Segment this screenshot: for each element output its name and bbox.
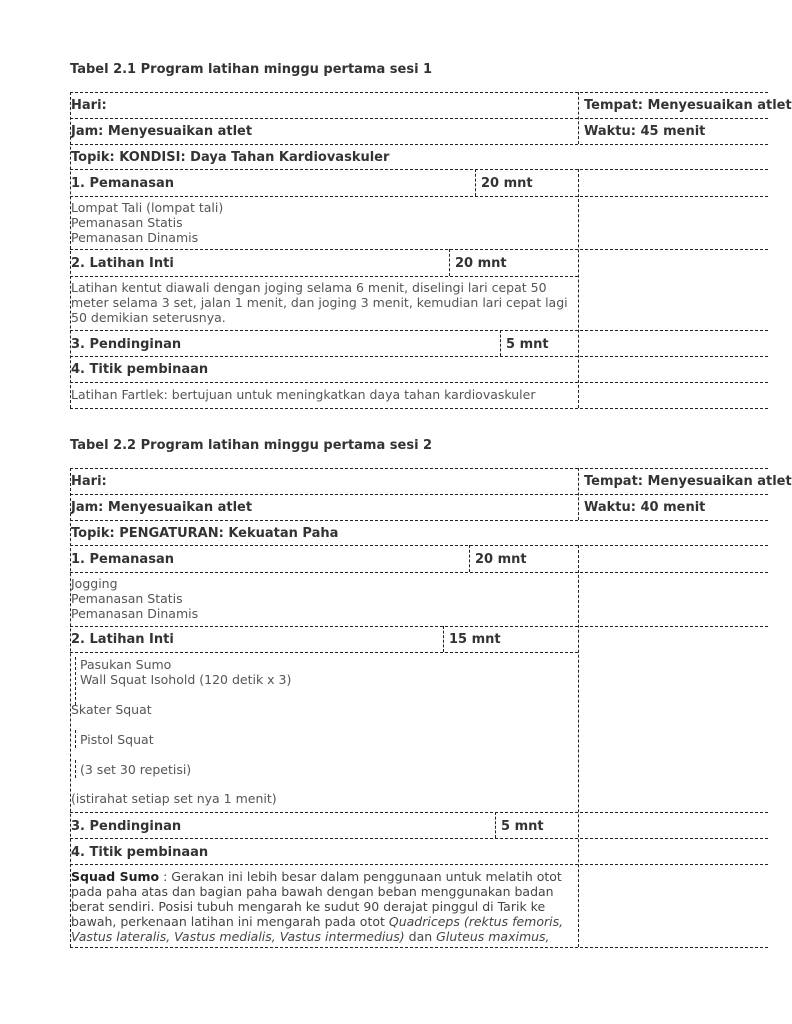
pendinginan-time: 5 mnt [506,337,549,352]
pemanasan-item: Lompat Tali (lompat tali) [71,200,224,215]
latihan-inti-item: (istirahat setiap set nya 1 menit) [71,791,277,806]
table1-border [578,92,579,144]
table1-border [70,92,71,408]
table2-border [70,838,768,839]
pemanasan-label: 1. Pemanasan [71,176,174,191]
pemanasan-item: Pemanasan Statis [71,591,183,606]
table2-border [578,468,579,520]
pemanasan-item: Pemanasan Dinamis [71,606,199,621]
table2-title: Tabel 2.2 Program latihan minggu pertama sesi 2 [70,438,433,453]
tempat-label: Tempat: Menyesuaikan atlet [584,98,792,113]
jam-label: Jam: Menyesuaikan atlet [71,500,253,515]
latihan-inti-item: Wall Squat Isohold (120 detik x 3) [80,672,292,687]
table2-border [70,864,768,865]
table1-border [70,276,578,277]
pemanasan-item: Jogging [71,576,118,591]
table1-border [70,118,768,119]
squad-sumo-muscles: Quadriceps (rektus femoris, Vastus lateralis, Vastus medialis, Vastus intermedius) [71,914,564,944]
latihan-inti-item: (3 set 30 repetisi) [80,762,192,777]
table2-border [469,545,470,572]
titik-pembinaan-text: Latihan Fartlek: bertujuan untuk meningkatkan daya tahan kardiovaskuler [71,387,536,402]
pemanasan-label: 1. Pemanasan [71,552,174,567]
latihan-inti-label: 2. Latihan Inti [71,256,174,271]
table2-border [70,812,768,813]
table1-border [70,356,768,357]
pemanasan-item: Pemanasan Dinamis [71,230,199,245]
table2-border [495,812,496,838]
squad-sumo-term: Squad Sumo [71,869,160,884]
squad-sumo-paragraph [71,869,571,944]
table2-border [70,468,768,469]
table2-border [75,730,76,748]
waktu-label: Waktu: 45 menit [584,124,706,139]
table1-border [70,196,768,197]
tempat-label: Tempat: Menyesuaikan atlet [584,474,792,489]
latihan-inti-text: 50 demikian seterusnya. [71,310,226,325]
pendinginan-label: 3. Pendinginan [71,337,182,352]
table1-border [500,330,501,356]
squad-sumo-gluteus: Gluteus maximus, [436,929,550,944]
table1-title: Tabel 2.1 Program latihan minggu pertama sesi 1 [70,62,433,77]
table2-border [70,520,768,521]
pemanasan-time: 20 mnt [481,176,533,191]
table2-border [70,652,578,653]
hari-label: Hari: [71,474,107,489]
latihan-inti-item: Skater Squat [71,702,152,717]
table1-border [70,330,768,331]
table1-border [475,169,476,196]
topik-label: Topik: PENGATURAN: Kekuatan Paha [71,526,339,541]
table2-border [70,545,768,546]
table2-border [70,947,768,948]
table1-border [70,169,768,170]
squad-sumo-conj: dan [404,929,437,944]
latihan-inti-item: Pasukan Sumo [80,657,172,672]
pemanasan-item: Pemanasan Statis [71,215,183,230]
table1-border [70,144,768,145]
table2-border [70,626,768,627]
topik-label: Topik: KONDISI: Daya Tahan Kardiovaskuler [71,150,390,165]
table2-border [70,572,768,573]
table1-border [70,382,768,383]
pendinginan-time: 5 mnt [501,819,544,834]
table1-border [449,249,450,276]
table2-border [75,657,76,705]
titik-pembinaan-label: 4. Titik pembinaan [71,845,209,860]
pemanasan-time: 20 mnt [475,552,527,567]
jam-label: Jam: Menyesuaikan atlet [71,124,253,139]
waktu-label: Waktu: 40 menit [584,500,706,515]
table2-border [75,760,76,778]
latihan-inti-time: 20 mnt [455,256,507,271]
table2-border [443,626,444,652]
latihan-inti-time: 15 mnt [449,632,501,647]
latihan-inti-text: meter selama 3 set, jalan 1 menit, dan joging 3 menit, kemudian lari cepat lagi [71,295,568,310]
titik-pembinaan-label: 4. Titik pembinaan [71,362,209,377]
pendinginan-label: 3. Pendinginan [71,819,182,834]
table1-border [70,92,768,93]
latihan-inti-item: Pistol Squat [80,732,154,747]
latihan-inti-text: Latihan kentut diawali dengan joging selama 6 menit, diselingi lari cepat 50 [71,280,547,295]
table1-border [70,408,768,409]
table1-border [578,169,579,408]
squad-sumo-text: : Gerakan ini lebih besar dalam penggunaan untuk melatih otot pada paha atas dan bagian paha bawah dengan beban menggunakan badan berat sendiri. Posisi tubuh mengarah ke sudut 90 derajat pinggul di Tarik ke bawah, perkenaan latihan ini mengarah pada otot [71,869,562,929]
hari-label: Hari: [71,98,107,113]
table2-border [70,494,768,495]
latihan-inti-label: 2. Latihan Inti [71,632,174,647]
table2-border [578,545,579,947]
table1-border [70,249,768,250]
